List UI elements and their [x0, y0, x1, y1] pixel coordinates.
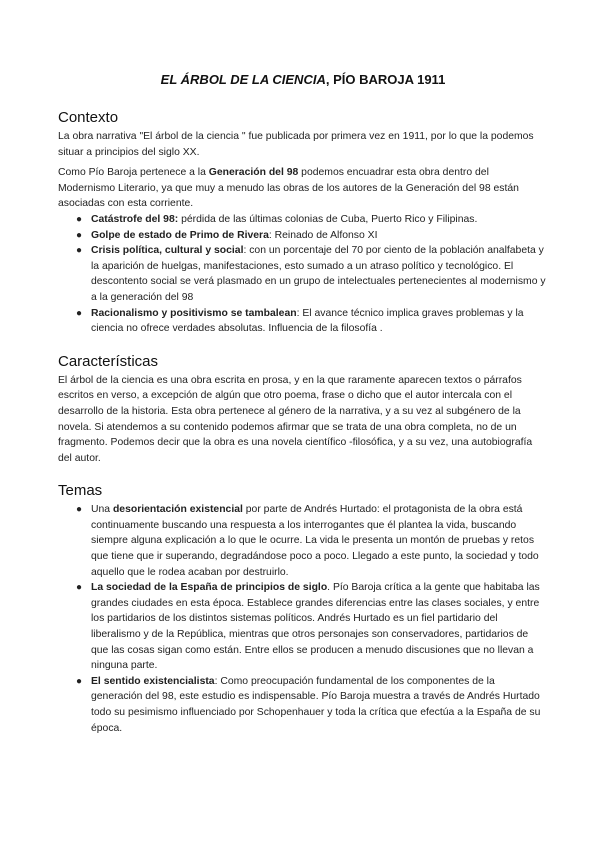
bullet-icon: ●	[76, 245, 83, 257]
document-page	[58, 72, 548, 736]
bullet-icon: ●	[76, 229, 83, 241]
temas-list	[58, 502, 548, 736]
contexto-paragraph-2: Como Pío Baroja pertenece a la Generación del 98 podemos encuadrar esta obra dentro del Modernismo Literario, ya que muy a menudo las obras de los autores de la Generación del 98 están asociadas con esta corriente.	[58, 167, 519, 210]
list-item: ● La sociedad de la España de principios de siglo. Pío Baroja crítica a la gente que habitaba las grandes ciudades en esta época. Establece grandes diferencias entre las clases sociales, y entre los partidarios de los distintos sistemas políticos. Andrés Hurtado es un fiel partidario del liberalismo y de la República, mientras que otros personajes son conservadores, partidarios de que las cosas sigan como están. Entre ellos se producen a menudo discusiones que no llevan a ninguna parte.	[76, 582, 540, 672]
contexto-list	[58, 212, 548, 337]
heading-contexto: Contexto	[58, 109, 119, 126]
list-item: ● Una desorientación existencial por parte de Andrés Hurtado: el protagonista de la obra está continuamente buscando una respuesta a los interrogantes que él plantea la vida, buscando siempre alguna explicación a lo que le ocurre. La vida le presenta un montón de pruebas y retos que tiene que ir superando, degradándose poco a poco. Llegado a este punto, la sociedad y todo aquello que le rodea acaban por destruirlo.	[76, 504, 539, 578]
document-title	[58, 72, 548, 87]
contexto-paragraph-1: La obra narrativa "El árbol de la ciencia " fue publicada por primera vez en 1911, por lo que la podemos situar a principios del siglo XX.	[58, 131, 534, 158]
list-item: ● Crisis política, cultural y social: con un porcentaje del 70 por ciento de la población analfabeta y la aparición de huelgas, manifestaciones, esto sumado a un atraso político y tecnológico. El descontento social se verá plasmado en un grupo de intelectuales pertenecientes al modernismo y a la generación del 98	[76, 245, 546, 303]
caracteristicas-paragraph: El árbol de la ciencia es una obra escrita en prosa, y en la que raramente aparecen textos o párrafos escritos en verso, a excepción de algún que otro poema, frase o dicho que el autor intercala con el desarrollo de la historia. Esta obra pertenece al género de la narrativa, y a su vez al subgénero de la novela. Si atendemos a su contenido podemos afirmar que se trata de una obra completa, no de un fragmento. Podemos decir que la obra es una novela científico -filosófica, y a su vez, una autobiografía del autor.	[58, 374, 533, 464]
list-item: ● El sentido existencialista: Como preocupación fundamental de los componentes de la generación del 98, este estudio es indispensable. Pío Baroja muestra a través de Andrés Hurtado todo su pesimismo influenciado por Schopenhauer y toda la crítica que efectúa a la España de su época.	[76, 675, 541, 734]
bullet-icon: ●	[76, 504, 83, 516]
list-item: ● Golpe de estado de Primo de Rivera: Reinado de Alfonso XI	[58, 228, 548, 244]
bullet-icon: ●	[76, 307, 83, 319]
bullet-icon: ●	[76, 675, 83, 687]
list-item: ● Racionalismo y positivismo se tambalean: El avance técnico implica graves problemas y la ciencia no ofrece verdades absolutas. Influencia de la filosofía .	[76, 307, 524, 335]
bullet-icon: ●	[76, 213, 83, 225]
title-work: EL ÁRBOL DE LA CIENCIA	[160, 72, 326, 87]
heading-temas: Temas	[58, 482, 103, 500]
bullet-icon: ●	[76, 582, 83, 594]
title-rest: , PÍO BAROJA 1911	[325, 72, 446, 87]
heading-caracteristicas: Características	[58, 352, 159, 370]
list-item: ● Catástrofe del 98: pérdida de las últimas colonias de Cuba, Puerto Rico y Filipinas.	[58, 212, 548, 228]
